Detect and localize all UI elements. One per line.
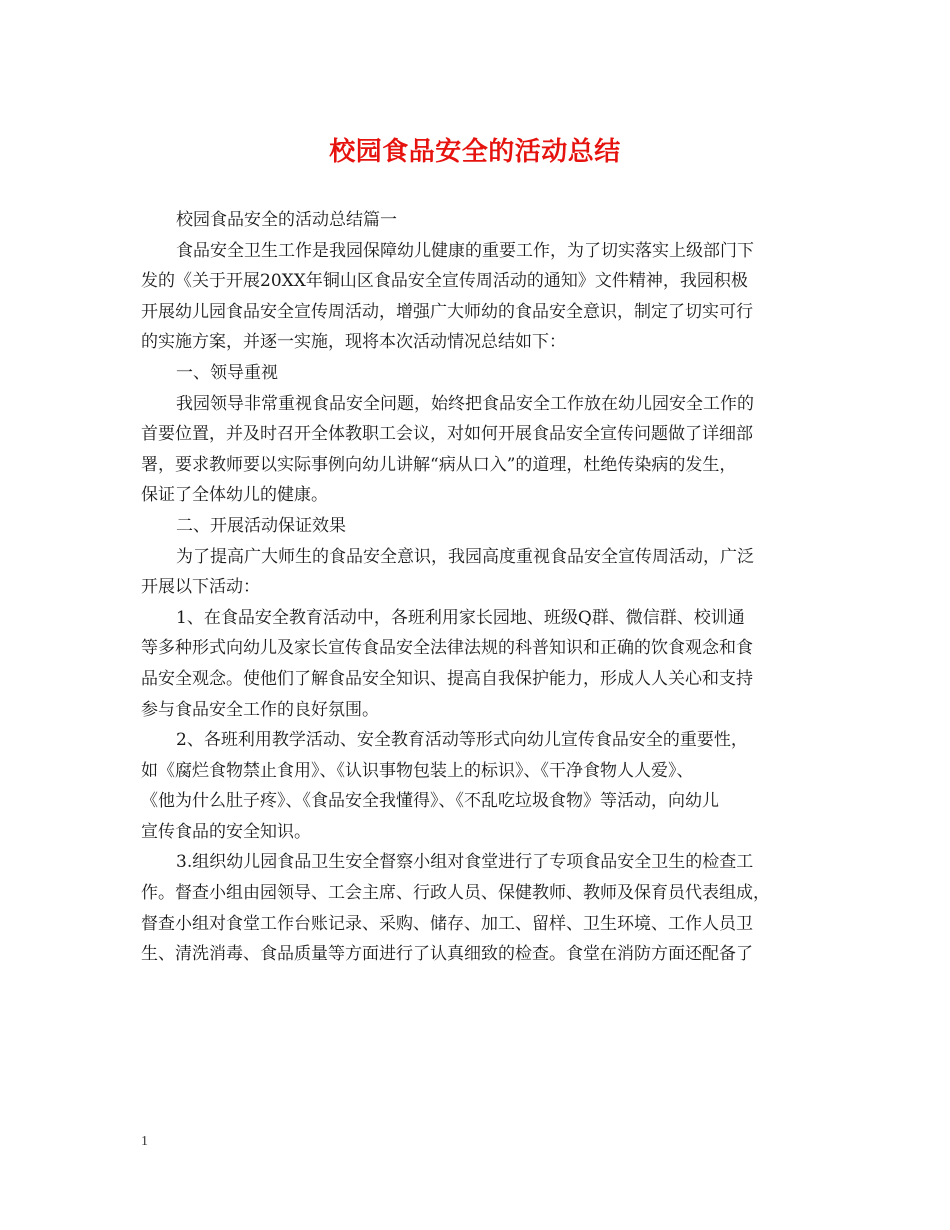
paragraph-line: 生、清洗消毒、食品质量等方面进行了认真细致的检查。食堂在消防方面还配备了 xyxy=(141,944,753,965)
paragraph-line: 开展以下活动： xyxy=(141,577,260,598)
paragraph-line: 开展幼儿园食品安全宣传周活动，增强广大师幼的食品安全意识，制定了切实可行 xyxy=(141,301,753,322)
paragraph-line: 为了提高广大师生的食品安全意识，我园高度重视食品安全宣传周活动，广泛 xyxy=(176,546,754,567)
paragraph-line: 参与食品安全工作的良好氛围。 xyxy=(141,699,379,720)
paragraph-line: 首要位置，并及时召开全体教职工会议，对如何开展食品安全宣传问题做了详细部 xyxy=(141,424,753,445)
section-heading: 一、领导重视 xyxy=(176,362,278,383)
paragraph-line: 3.组织幼儿园食品卫生安全督察小组对食堂进行了专项食品安全卫生的检查工 xyxy=(176,852,754,873)
paragraph-line: 2、各班利用教学活动、安全教育活动等形式向幼儿宣传食品安全的重要性， xyxy=(176,730,748,751)
paragraph-line: 督查小组对食堂工作台账记录、采购、储存、加工、留样、卫生环境、工作人员卫 xyxy=(141,913,753,934)
paragraph-line: 保证了全体幼儿的健康。 xyxy=(141,485,328,506)
paragraph-line: 食品安全卫生工作是我园保障幼儿健康的重要工作，为了切实落实上级部门下 xyxy=(176,240,754,261)
paragraph-line: 如《腐烂食物禁止食用》、《认识事物包装上的标识》、《干净食物人人爱》、 xyxy=(141,760,694,781)
section-heading: 二、开展活动保证效果 xyxy=(176,515,346,536)
paragraph-line: 品安全观念。使他们了解食品安全知识、提高自我保护能力，形成人人关心和支持 xyxy=(141,668,753,689)
paragraph-line: 作。督查小组由园领导、工会主席、行政人员、保健教师、教师及保育员代表组成， xyxy=(141,883,770,904)
paragraph-line: 署，要求教师要以实际事例向幼儿讲解“病从口入”的道理，杜绝传染病的发生， xyxy=(141,454,737,475)
paragraph-line: 的实施方案，并逐一实施，现将本次活动情况总结如下： xyxy=(141,332,566,353)
paragraph-line: 发的《关于开展20XX年铜山区食品安全宣传周活动的通知》文件精神，我园积极 xyxy=(141,271,748,292)
page-number: 1 xyxy=(141,1134,148,1149)
document-body xyxy=(141,205,813,970)
paragraph-line: 等多种形式向幼儿及家长宣传食品安全法律法规的科普知识和正确的饮食观念和食 xyxy=(141,638,753,659)
paragraph-line: 宣传食品的安全知识。 xyxy=(141,821,311,842)
section-heading: 校园食品安全的活动总结篇一 xyxy=(176,210,397,230)
document-title: 校园食品安全的活动总结 xyxy=(329,137,621,167)
paragraph-line: 《他为什么肚子疼》、《食品安全我懂得》、《不乱吃垃圾食物》等活动，向幼儿 xyxy=(141,791,719,812)
paragraph-line: 1、在食品安全教育活动中，各班利用家长园地、班级Q群、微信群、校训通 xyxy=(176,607,745,628)
paragraph-line: 我园领导非常重视食品安全问题，始终把食品安全工作放在幼儿园安全工作的 xyxy=(176,393,754,414)
